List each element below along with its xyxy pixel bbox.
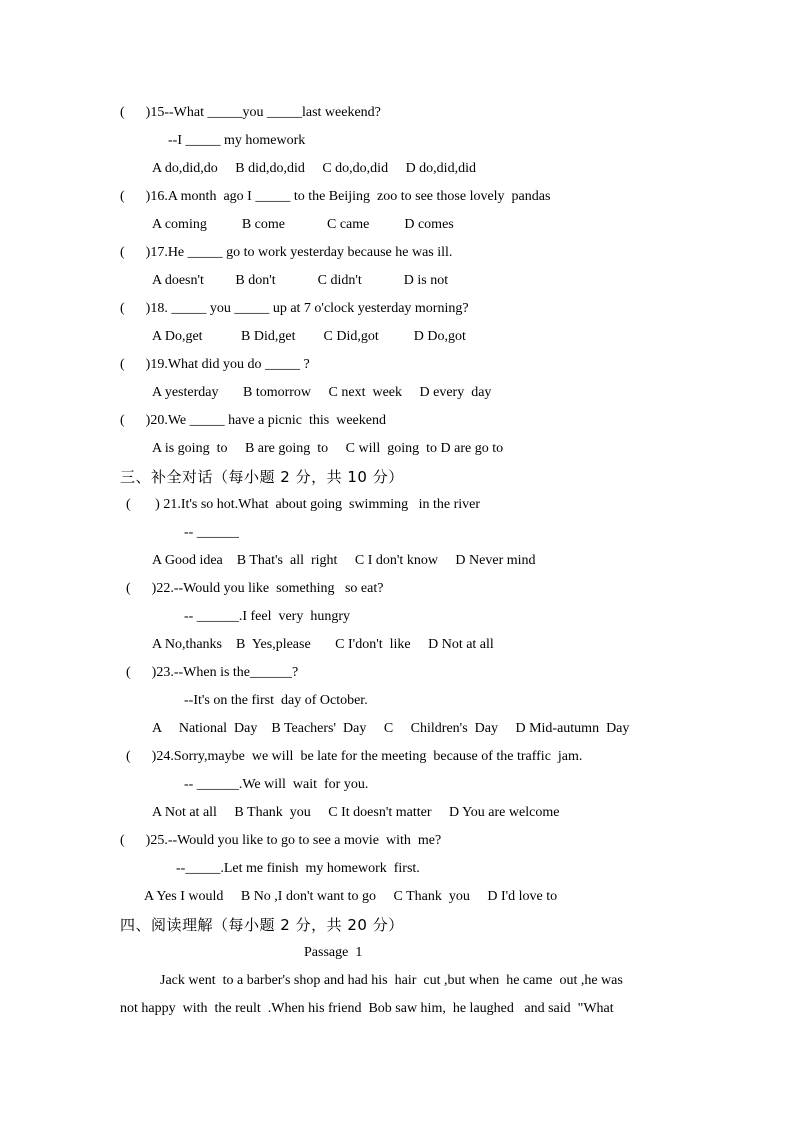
question-22-answer-line: -- ______.I feel very hungry	[184, 609, 351, 624]
question-22-options: A No,thanks B Yes,please C I'don't like D Not at all	[152, 637, 494, 652]
passage-title: Passage 1	[304, 945, 363, 960]
question-17-options: A doesn't B don't C didn't D is not	[152, 273, 449, 288]
question-25-stem: ( )25.--Would you like to go to see a movie with me?	[120, 833, 442, 848]
section-3-heading: 三、补全对话（每小题 2 分，共 10 分）	[120, 468, 404, 486]
question-17-stem: ( )17.He _____ go to work yesterday because he was ill.	[120, 245, 453, 260]
section-4-heading: 四、阅读理解（每小题 2 分，共 20 分）	[120, 916, 404, 934]
question-24-answer-line: -- ______.We will wait for you.	[184, 777, 369, 792]
question-24-stem: ( )24.Sorry,maybe we will be late for the meeting because of the traffic jam.	[126, 749, 583, 764]
question-20-stem: ( )20.We _____ have a picnic this weekend	[120, 413, 386, 428]
question-21-answer-line: -- ______	[184, 525, 239, 540]
question-25-answer-line: --_____.Let me finish my homework first.	[176, 861, 420, 876]
question-15-answer-line: --I _____ my homework	[168, 133, 306, 148]
question-18-options: A Do,get B Did,get C Did,got D Do,got	[152, 329, 466, 344]
question-21-options: A Good idea B That's all right C I don't know D Never mind	[152, 553, 536, 568]
question-19-options: A yesterday B tomorrow C next week D every day	[152, 385, 492, 400]
question-16-options: A coming B come C came D comes	[152, 217, 454, 232]
passage-line-2: not happy with the reult .When his friend Bob saw him, he laughed and said "What	[120, 1001, 614, 1016]
question-23-answer-line: --It's on the first day of October.	[184, 693, 368, 708]
question-16-stem: ( )16.A month ago I _____ to the Beijing zoo to see those lovely pandas	[120, 189, 551, 204]
question-20-options: A is going to B are going to C will going to D are go to	[152, 441, 504, 456]
question-25-options: A Yes I would B No ,I don't want to go C Thank you D I'd love to	[144, 889, 558, 904]
question-21-stem: ( ) 21.It's so hot.What about going swimming in the river	[126, 497, 481, 512]
question-19-stem: ( )19.What did you do _____ ?	[120, 357, 310, 372]
question-15-options: A do,did,do B did,do,did C do,do,did D do,did,did	[152, 161, 476, 176]
question-23-options: A National Day B Teachers' Day C Children's Day D Mid-autumn Day	[152, 721, 630, 736]
question-15-stem: ( )15--What _____you _____last weekend?	[120, 105, 381, 120]
passage-line-1: Jack went to a barber's shop and had his hair cut ,but when he came out ,he was	[160, 973, 623, 988]
question-24-options: A Not at all B Thank you C It doesn't matter D You are welcome	[152, 805, 560, 820]
question-22-stem: ( )22.--Would you like something so eat?	[126, 581, 384, 596]
question-18-stem: ( )18. _____ you _____ up at 7 o'clock yesterday morning?	[120, 301, 469, 316]
question-23-stem: ( )23.--When is the______?	[126, 665, 299, 680]
